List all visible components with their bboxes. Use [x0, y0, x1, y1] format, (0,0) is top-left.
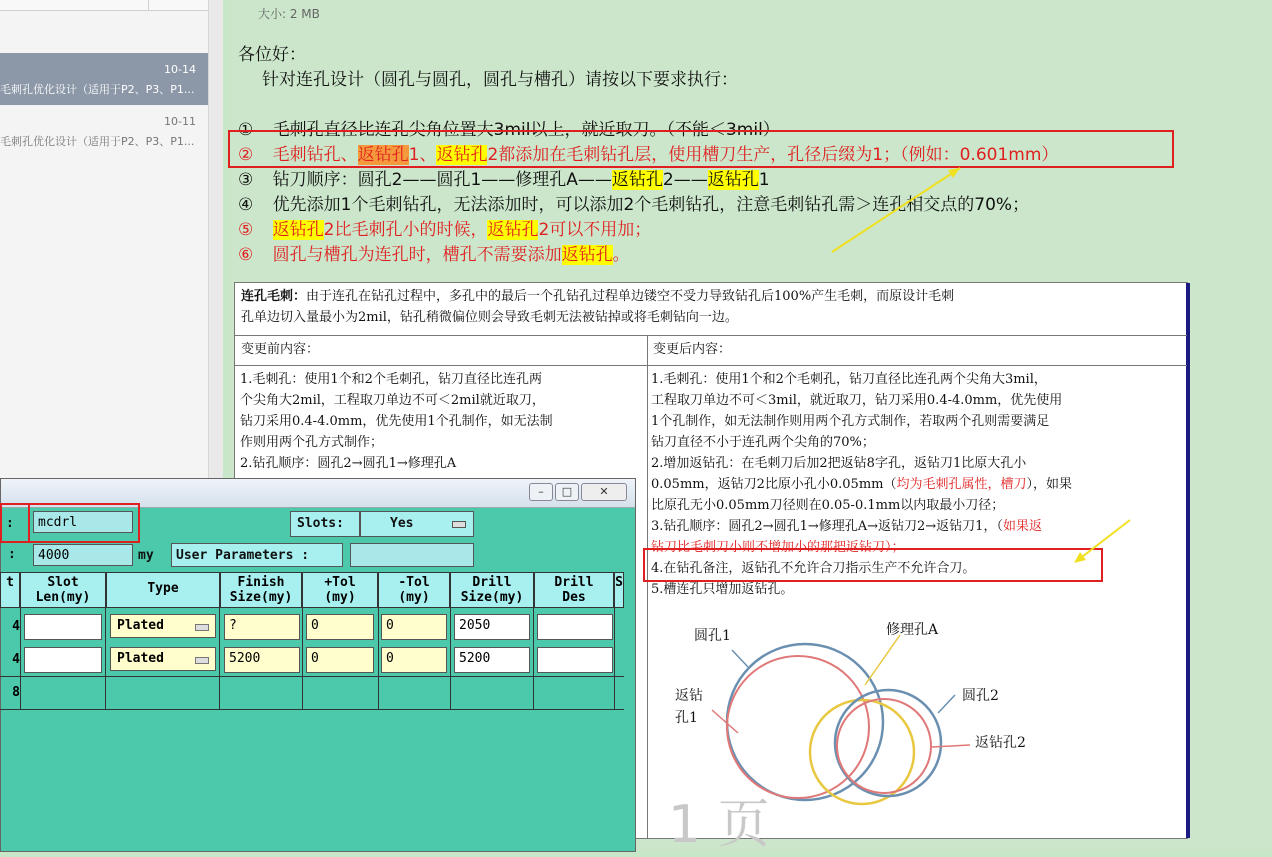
rule-text: 毛刺钻孔、 [272, 145, 358, 165]
highlight-term: 返钻孔 [611, 170, 663, 190]
col-header-drill-size: Drill Size(my) [450, 572, 534, 608]
before-line: 1.毛刺孔：使用1个和2个毛刺孔，钻刀直径比连孔两 [240, 372, 542, 387]
red-annotation-box [0, 503, 30, 543]
highlight-term: 返钻孔 [272, 220, 324, 240]
after-line: 2.增加返钻孔：在毛刺刀后加2把返钻8字孔，返钻刀1比原大孔小 [651, 456, 1027, 471]
before-line: 2.钻孔顺序：圆孔2→圆孔1→修理孔A [240, 456, 457, 471]
rule-text: 1 [758, 170, 770, 190]
user-parameters-label: User Parameters : [176, 548, 310, 563]
rule-number: ⑥ [238, 245, 254, 265]
before-line: 个尖角大2mil，工程取刀单边不可＜2mil就近取刀， [240, 393, 545, 408]
highlight-term: 返钻孔 [436, 145, 488, 165]
rule-text: 2都添加在毛刺钻孔层，使用槽刀生产，孔径后缀为1；（例如：0.601mm） [487, 145, 1059, 165]
rule-number: ① [238, 120, 254, 140]
email-greeting: 各位好： [238, 45, 306, 65]
page-watermark: 1 页 [668, 795, 770, 855]
layer-name-input[interactable]: mcdrl [33, 511, 133, 533]
field-label-colon: : [8, 547, 16, 562]
after-line: 4.在钻孔备注，返钻孔不允许合刀指示生产不允许合刀。 [651, 561, 976, 576]
chevron-down-icon [452, 521, 466, 528]
minus-tol-input[interactable]: 0 [381, 647, 447, 673]
before-line: 钻刀采用0.4-4.0mm，优先使用1个孔制作，如无法制 [240, 414, 553, 429]
chevron-down-icon [195, 624, 209, 631]
attachment-size: 大小: 2 MB [258, 7, 320, 21]
col-header-type: Type [106, 572, 220, 608]
label-repair: 修理孔A [886, 622, 939, 638]
rule-number: ⑤ [238, 220, 254, 240]
slots-label: Slots: [297, 516, 344, 531]
col-header-drill-des: Drill Des [534, 572, 614, 608]
drill-size-input[interactable]: 2050 [454, 614, 530, 640]
rule-text: 优先添加1个毛刺钻孔，无法添加时，可以添加2个毛刺钻孔，注意毛刺钻孔需＞连孔相交点的70%； [272, 195, 1030, 215]
rule-number: ③ [238, 170, 254, 190]
red-note: 均为毛刺孔属性，槽刀 [896, 477, 1027, 492]
yellow-arrow [1078, 520, 1130, 560]
mail-subject: 毛刺孔优化设计（适用于P2、P3、P1... [0, 135, 195, 148]
rule-text: 1、 [408, 145, 437, 165]
rule-text: 2比毛刺孔小的时候， [323, 220, 488, 240]
type-select[interactable] [110, 647, 216, 671]
after-line-part: ），如果 [1026, 477, 1073, 492]
row-number: 4 [12, 652, 20, 667]
mail-date: 10-11 [164, 115, 196, 128]
rule-text: 毛刺孔直径比连孔尖角位置大3mil以上，就近取刀。（不能＜3mil） [272, 120, 780, 140]
after-line: 比原孔无小0.05mm刀径则在0.05-0.1mm以内取最小刀径； [651, 498, 1005, 513]
mail-subject: 毛刺孔优化设计（适用于P2、P3、P1... [0, 83, 195, 96]
grid-line [0, 709, 624, 710]
rule-text: 2—— [662, 170, 708, 190]
after-line-part: 3.钻孔顺序：圆孔2→圆孔1→修理孔A→返钻刀2→返钻刀1，（ [651, 519, 1003, 534]
arrow-head [1074, 552, 1086, 563]
table-title-bold: 连孔毛刺： [241, 289, 307, 304]
type-value: Plated [117, 651, 164, 666]
field-label-colon: : [6, 516, 14, 531]
plus-tol-input[interactable]: 0 [306, 647, 374, 673]
after-line: 钻刀比毛刺刀小则不增加小的那把返钻刀）； [651, 540, 905, 555]
rule-text: 2可以不用加； [538, 220, 652, 240]
after-line-part: 0.05mm，返钻刀2比原小孔小0.05mm（ [651, 477, 897, 492]
row-number: 8 [12, 685, 20, 700]
finish-size-input[interactable]: ? [224, 614, 300, 640]
rule-number: ② [238, 145, 254, 165]
highlight-term: 返钻孔 [357, 145, 409, 165]
minimize-button[interactable]: – [529, 483, 553, 501]
highlight-term: 返钻孔 [707, 170, 759, 190]
highlight-term: 返钻孔 [561, 245, 613, 265]
drill-des-input[interactable] [537, 647, 613, 673]
label-circle1: 圆孔1 [694, 628, 731, 644]
after-line: 钻刀直径不小于连孔两个尖角的70%； [651, 435, 875, 450]
col-header-minus-tol: -Tol (my) [378, 572, 450, 608]
col-header: t [0, 572, 20, 608]
size-input[interactable]: 4000 [33, 544, 133, 566]
col-header-s: S [614, 572, 624, 608]
type-select[interactable] [110, 614, 216, 638]
table-title-text: 孔单边切入量最小为2mil，钻孔稍微偏位则会导致毛刺无法被钻掉或将毛刺钻向一边。 [241, 310, 738, 325]
after-line: 5.槽连孔只增加返钻孔。 [651, 582, 794, 597]
red-note: 如果返 [1002, 519, 1042, 534]
row-number: 4 [12, 619, 20, 634]
rule-text: 圆孔与槽孔为连孔时，槽孔不需要添加 [272, 245, 562, 265]
slots-value: Yes [390, 516, 414, 531]
drill-des-input[interactable] [537, 614, 613, 640]
highlight-term: 返钻孔 [487, 220, 539, 240]
after-line: 工程取刀单边不可＜3mil，就近取刀，钻刀采用0.4-4.0mm，优先使用 [651, 393, 1063, 408]
chevron-down-icon [195, 657, 209, 664]
label-back2: 返钻孔2 [975, 735, 1026, 751]
finish-size-input[interactable]: 5200 [224, 647, 300, 673]
slot-len-input[interactable] [24, 614, 102, 640]
unit-label: my [138, 548, 154, 563]
table-title-text: 由于连孔在钻孔过程中，多孔中的最后一个孔钻孔过程单边镂空不受力导致钻孔后100%产生毛刺，而原设计毛刺 [306, 289, 955, 304]
label-back1a: 返钻 [675, 688, 703, 704]
plus-tol-input[interactable]: 0 [306, 614, 374, 640]
col-header-finish-size: Finish Size(my) [220, 572, 302, 608]
rule-text: 。 [612, 245, 630, 265]
grid-line [0, 676, 624, 711]
close-button[interactable]: ✕ [581, 483, 627, 501]
minus-tol-input[interactable]: 0 [381, 614, 447, 640]
rule-text: 钻刀顺序：圆孔2——圆孔1——修理孔A—— [272, 170, 612, 190]
user-parameters-input[interactable] [350, 543, 474, 567]
before-header: 变更前内容： [241, 342, 320, 357]
after-header: 变更后内容： [653, 342, 732, 357]
drill-size-input[interactable]: 5200 [454, 647, 530, 673]
col-header-plus-tol: +Tol (my) [302, 572, 378, 608]
rule-number: ④ [238, 195, 254, 215]
label-back1b: 孔1 [675, 710, 698, 726]
before-line: 作则用两个孔方式制作； [240, 435, 384, 450]
label-circle2: 圆孔2 [962, 688, 999, 704]
mail-date: 10-14 [164, 63, 196, 76]
type-value: Plated [117, 618, 164, 633]
col-header-slot-len: Slot Len(my) [20, 572, 106, 608]
email-intro: 针对连孔设计（圆孔与圆孔，圆孔与槽孔）请按以下要求执行： [262, 70, 738, 90]
after-line: 1.毛刺孔：使用1个和2个毛刺孔，钻刀直径比连孔两个尖角大3mil， [651, 372, 1047, 387]
after-line: 1个孔制作，如无法制作则用两个孔方式制作，若取两个孔则需要满足 [651, 414, 1050, 429]
maximize-button[interactable]: □ [555, 483, 579, 501]
slot-len-input[interactable] [24, 647, 102, 673]
